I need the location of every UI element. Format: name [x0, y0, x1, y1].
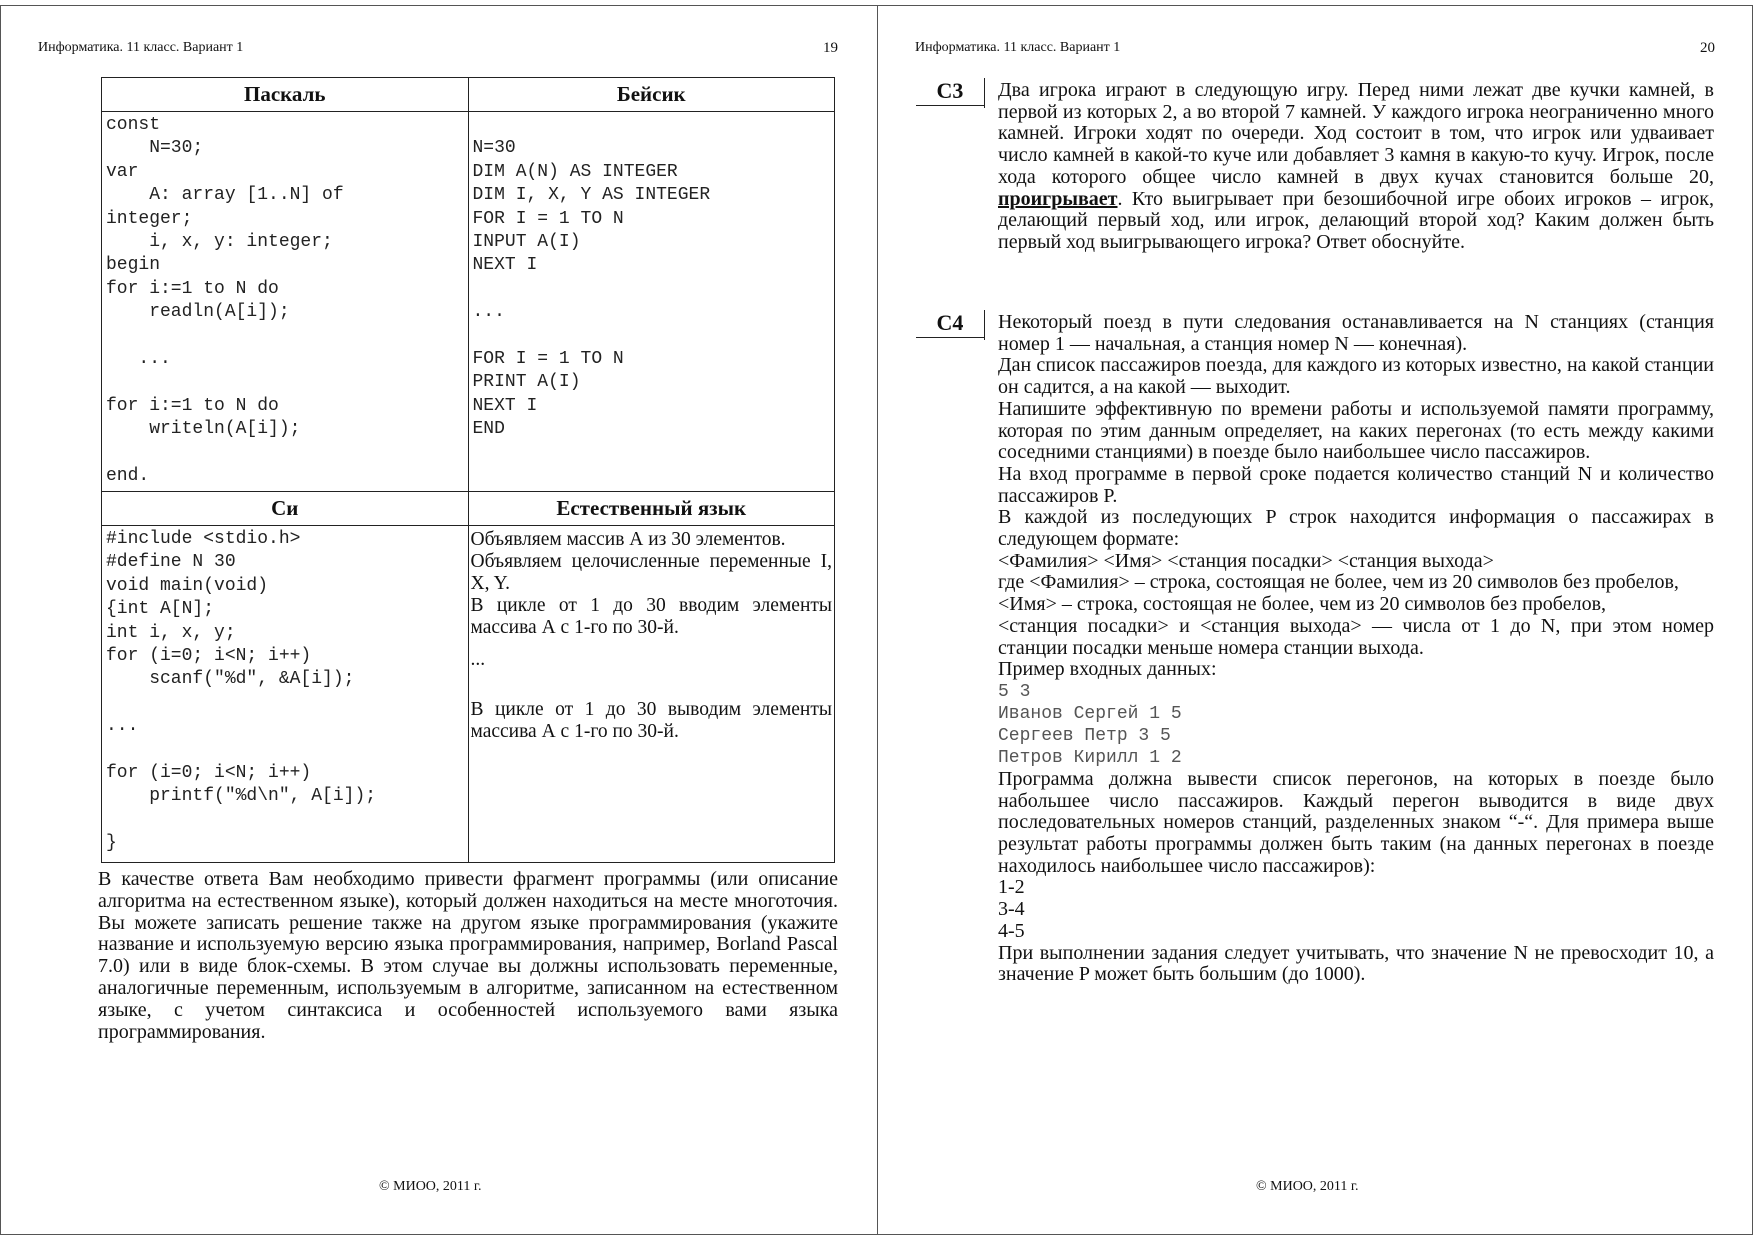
left-page	[0, 5, 879, 1235]
right-page	[877, 5, 1753, 1235]
c-code: #include <stdio.h> #define N 30 void main(void) {int A[N]; int i, x, y; for (i=0; i<N; i++) scanf("%d", &A[i]); ... for (i=0; i<N; i++) printf("%d\n", A[i]); }	[106, 529, 377, 854]
page-footer: © МИОО, 2011 г.	[379, 1179, 482, 1194]
c4-p3: Напишите эффективную по времени работы и используемой памяти программу, которая по этим данным определяет, на каких перегонах (то есть между какими соседними станциями) в поезде было наибольшее число пассажиров.	[998, 397, 1714, 464]
task-c4-text	[998, 312, 1714, 986]
c4-input-example: 5 3 Иванов Сергей 1 5 Сергеев Петр 3 5 Петров Кирилл 1 2	[998, 681, 1182, 768]
nl-output-loop: В цикле от 1 до 30 выводим элементы массива А с 1-го по 30-й.	[470, 699, 832, 742]
c4-output-1: 1-2	[998, 876, 1025, 899]
natural-language-header: Естественный язык	[468, 492, 835, 526]
c4-p7: где <Фамилия> – строка, состоящая не более, чем из 20 символов без пробелов,	[998, 571, 1679, 594]
basic-header: Бейсик	[468, 78, 835, 112]
page-header: Информатика. 11 класс. Вариант 1	[915, 40, 1121, 55]
c4-p4: На вход программе в первой сроке подается количество станций N и количество пассажиров P.	[998, 462, 1714, 507]
c4-p10: Пример входных данных:	[998, 658, 1217, 681]
c4-p2: Дан список пассажиров поезда, для каждого из которых известно, на какой станции он садится, а на какой — выходит.	[998, 354, 1714, 399]
answer-instructions: В качестве ответа Вам необходимо привести фрагмент программы (или описание алгоритма на естественном языке), который должен находиться на месте многоточия. Вы можете записать решение также на другом языке программирования (укажите название и используемую версию языка программирования, например, Borland Pascal 7.0) или в виде блок-схемы. В этом случае вы должны использовать переменные, аналогичные переменным, используемым в алгоритме, записанном на естественном языке, с учетом синтаксиса и особенностей используемого вами языка программирования.	[98, 868, 838, 1043]
nl-input-loop: В цикле от 1 до 30 вводим элементы массива А с 1-го по 30-й.	[470, 595, 832, 638]
c4-p9: <станция посадки> и <станция выхода> — числа от 1 до N, при этом номер станции посадки меньше номера станции выхода.	[998, 614, 1714, 659]
c4-p11: Программа должна вывести список перегонов, на которых в поезде было набольшее число пассажиров. Каждый перегон выводится в виде двух последовательных номеров станций, разделенных знаком “-“. Для примера выше результат работы программы должен быть таким (на данных перегонах в поезде находилось наибольшее число пассажиров):	[998, 767, 1714, 877]
nl-declare-vars: Объявляем целочисленные переменные I, X, Y.	[470, 551, 832, 594]
page-header: Информатика. 11 класс. Вариант 1	[38, 40, 244, 55]
nl-ellipsis: ...	[470, 649, 486, 670]
task-c4-label: С4	[916, 310, 984, 338]
pascal-header: Паскаль	[102, 78, 469, 112]
page-footer: © МИОО, 2011 г.	[1256, 1179, 1359, 1194]
task-c4-divider	[984, 310, 985, 340]
c-header: Си	[102, 492, 469, 526]
task-c3-divider	[984, 78, 985, 108]
nl-declare-array: Объявляем массив А из 30 элементов.	[470, 529, 786, 550]
c4-p5: В каждой из последующих P строк находится информация о пассажирах в следующем формате:	[998, 506, 1714, 551]
c3-emphasis: проигрывает	[998, 187, 1118, 210]
c4-p8: <Имя> – строка, состоящая не более, чем из 20 символов без пробелов,	[998, 593, 1607, 616]
c4-p12: При выполнении задания следует учитывать, что значение N не превосходит 10, а значение P может быть большим (до 1000).	[998, 941, 1714, 986]
task-c3-text	[998, 80, 1714, 254]
c4-format: <Фамилия> <Имя> <станция посадки> <станция выхода>	[998, 549, 1494, 572]
page-number: 19	[823, 40, 838, 56]
c3-text-before: Два игрока играют в следующую игру. Перед ними лежат две кучки камней, в первой из которых 2, а во второй 7 камней. У каждого игрока неограниченно много камней. Игроки ходят по очереди. Ход состоит в том, что игрок или удваивает число камней в какой-то куче или добавляет 3 камня в какую-то кучу. Игрок, после хода которого общее число камней в двух кучах становится больше 20,	[998, 79, 1714, 188]
basic-code: N=30 DIM A(N) AS INTEGER DIM I, X, Y AS INTEGER FOR I = 1 TO N INPUT A(I) NEXT I ... FOR I = 1 TO N PRINT A(I) NEXT I END	[472, 138, 711, 440]
c3-text-after: . Кто выигрывает при безошибочной игре обоих игроков – игрок, делающий первый ход, или игрок, делающий второй ход? Каким должен быть первый ход выигрывающего игрока? Ответ обоснуйте.	[998, 187, 1714, 253]
c4-output-2: 3-4	[998, 898, 1025, 921]
c4-p1: Некоторый поезд в пути следования останавливается на N станциях (станция номер 1 — начальная, а станция номер N — конечная).	[998, 311, 1714, 355]
c4-output-3: 4-5	[998, 919, 1025, 942]
task-c3-label: С3	[916, 78, 984, 106]
languages-table	[101, 77, 835, 863]
page-number: 20	[1700, 40, 1715, 56]
pascal-code: const N=30; var A: array [1..N] of integer; i, x, y: integer; begin for i:=1 to N do readln(A[i]); ... for i:=1 to N do writeln(A[i]); end.	[106, 115, 344, 487]
